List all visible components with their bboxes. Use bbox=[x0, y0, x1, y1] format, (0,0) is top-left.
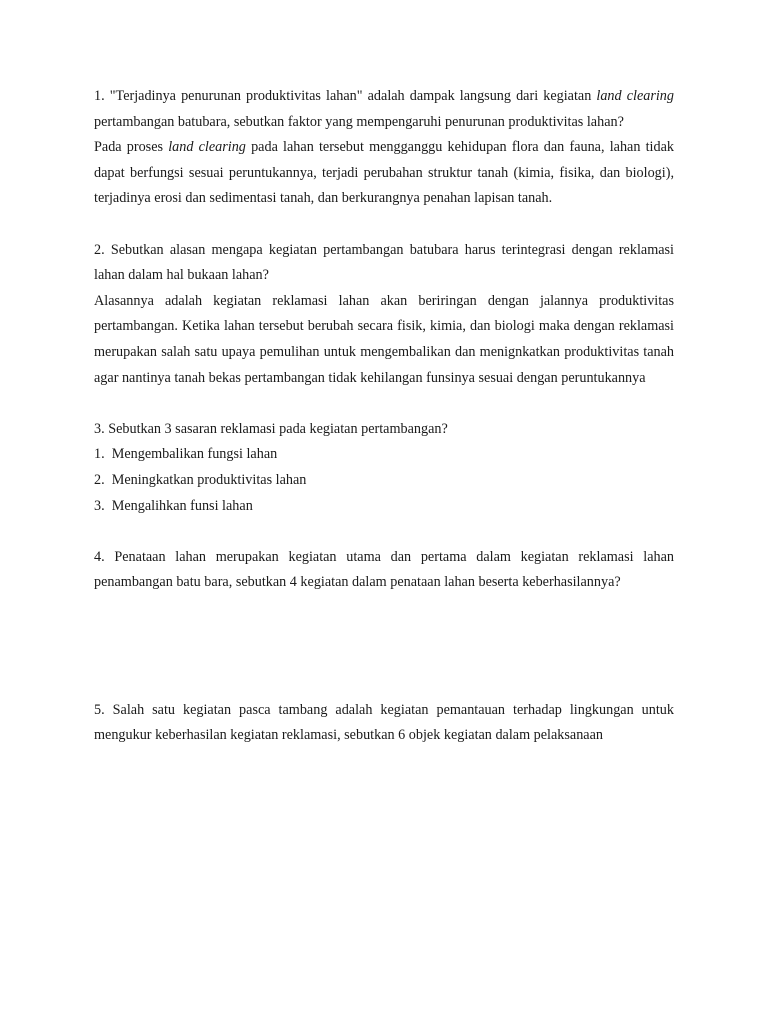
spacer bbox=[94, 519, 674, 545]
question-1 bbox=[94, 84, 674, 135]
document-content bbox=[94, 84, 674, 749]
question-1-text-a: 1. "Terjadinya penurunan produktivitas lahan" adalah dampak langsung dari kegiatan bbox=[94, 88, 597, 104]
spacer bbox=[94, 391, 674, 417]
answer-1-text-a: Pada proses bbox=[94, 139, 169, 156]
question-1-text-b: pertambangan batubara, sebutkan faktor yang mempengaruhi penurunan produktivitas lahan? bbox=[94, 113, 624, 130]
question-3: 3. Sebutkan 3 sasaran reklamasi pada kegiatan pertambangan? bbox=[94, 420, 448, 437]
question-4: 4. Penataan lahan merupakan kegiatan utama dan pertama dalam kegiatan reklamasi lahan penambangan batu bara, sebutkan 4 kegiatan dalam penataan lahan beserta keberhasilannya? bbox=[94, 548, 674, 591]
answer-1-italic-term: land clearing bbox=[168, 139, 246, 156]
question-1-italic-term: land clearing bbox=[596, 88, 674, 104]
answer-2: Alasannya adalah kegiatan reklamasi lahan akan beriringan dengan jalannya produktivitas pertambangan. Ketika lahan tersebut berubah secara fisik, kimia, dan biologi maka dengan reklamasi merupakan salah satu upaya pemulihan untuk mengembalikan dan menignkatkan produktivitas tanah agar nantinya tanah bekas pertambangan tidak kehilangan funsinya sesuai dengan peruntukannya bbox=[94, 292, 674, 386]
spacer bbox=[94, 212, 674, 238]
list-item: 3. Mengalihkan funsi lahan bbox=[94, 497, 253, 514]
question-5: 5. Salah satu kegiatan pasca tambang adalah kegiatan pemantauan terhadap lingkungan untuk mengukur keberhasilan kegiatan reklamasi, sebutkan 6 objek kegiatan dalam pelaksanaan bbox=[94, 701, 674, 744]
list-item: 2. Meningkatkan produktivitas lahan bbox=[94, 471, 307, 488]
answer-1-text-b: pada lahan tersebut mengganggu kehidupan flora dan fauna, lahan tidak dapat berfungsi sesuai peruntukannya, terjadi perubahan struktur tanah (kimia, fisika, dan biologi), terjadinya erosi dan sedimentasi tanah, dan berkurangnya penahan lapisan tanah. bbox=[94, 139, 674, 207]
question-2: 2. Sebutkan alasan mengapa kegiatan pertambangan batubara harus terintegrasi dengan reklamasi lahan dalam hal bukaan lahan? bbox=[94, 241, 674, 284]
answer-1 bbox=[94, 135, 674, 212]
answer-4-blank-space bbox=[94, 596, 674, 698]
list-item: 1. Mengembalikan fungsi lahan bbox=[94, 446, 278, 463]
